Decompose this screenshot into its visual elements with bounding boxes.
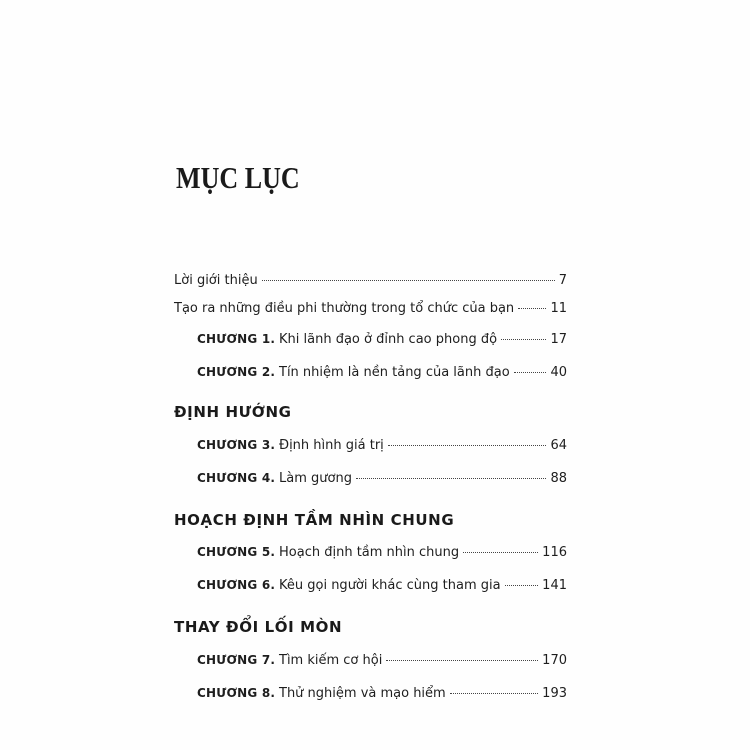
chapter-label: CHƯƠNG 1. [197, 332, 276, 346]
dot-leader [505, 585, 539, 586]
chapter-label: CHƯƠNG 8. [197, 686, 276, 700]
dot-leader [514, 372, 547, 373]
toc-entry-chapter-4 [197, 469, 567, 488]
toc-entry-intro [174, 272, 567, 290]
page-number: 170 [542, 653, 567, 668]
page-number: 7 [558, 273, 567, 288]
toc-entry-prologue [174, 300, 567, 318]
part-heading: HOẠCH ĐỊNH TẦM NHÌN CHUNG [174, 511, 455, 529]
page-number: 116 [542, 545, 567, 560]
page-number: 64 [550, 438, 567, 453]
chapter-label: CHƯƠNG 4. [197, 471, 276, 485]
entry-title: Khi lãnh đạo ở đỉnh cao phong độ [279, 332, 498, 347]
toc-entry-chapter-7 [197, 651, 567, 670]
page-number: 11 [550, 301, 567, 316]
chapter-label: CHƯƠNG 6. [197, 578, 276, 592]
entry-title: Kêu gọi người khác cùng tham gia [279, 578, 501, 593]
entry-title: Tín nhiệm là nền tảng của lãnh đạo [279, 365, 510, 380]
dot-leader [388, 445, 547, 446]
entry-title: Định hình giá trị [279, 438, 384, 453]
toc-entry-chapter-2 [197, 363, 567, 382]
dot-leader [356, 478, 547, 479]
entry-title: Tạo ra những điều phi thường trong tổ chức của bạn [174, 301, 515, 316]
toc-entry-chapter-8 [197, 684, 567, 703]
part-heading: THAY ĐỔI LỐI MÒN [174, 618, 343, 636]
part-heading: ĐỊNH HƯỚNG [174, 403, 292, 421]
toc-entry-chapter-1 [197, 330, 567, 349]
dot-leader [463, 552, 538, 553]
toc-entry-chapter-6 [197, 576, 567, 595]
toc-entry-chapter-5 [197, 543, 567, 562]
entry-title: Lời giới thiệu [174, 273, 258, 288]
page-number: 193 [542, 686, 567, 701]
dot-leader [262, 280, 555, 281]
entry-title: Hoạch định tầm nhìn chung [279, 545, 460, 560]
page-number: 17 [550, 332, 567, 347]
page-number: 88 [550, 471, 567, 486]
dot-leader [450, 693, 538, 694]
chapter-label: CHƯƠNG 7. [197, 653, 276, 667]
entry-title: Làm gương [279, 471, 352, 486]
dot-leader [386, 660, 538, 661]
entry-title: Tìm kiếm cơ hội [279, 653, 383, 668]
page-number: 141 [542, 578, 567, 593]
entry-title: Thử nghiệm và mạo hiểm [279, 686, 446, 701]
chapter-label: CHƯƠNG 2. [197, 365, 276, 379]
dot-leader [501, 339, 546, 340]
page-number: 40 [550, 365, 567, 380]
chapter-label: CHƯƠNG 5. [197, 545, 276, 559]
dot-leader [518, 308, 546, 309]
toc-entry-chapter-3 [197, 436, 567, 455]
chapter-label: CHƯƠNG 3. [197, 438, 276, 452]
toc-title: MỤC LỤC [176, 160, 300, 195]
